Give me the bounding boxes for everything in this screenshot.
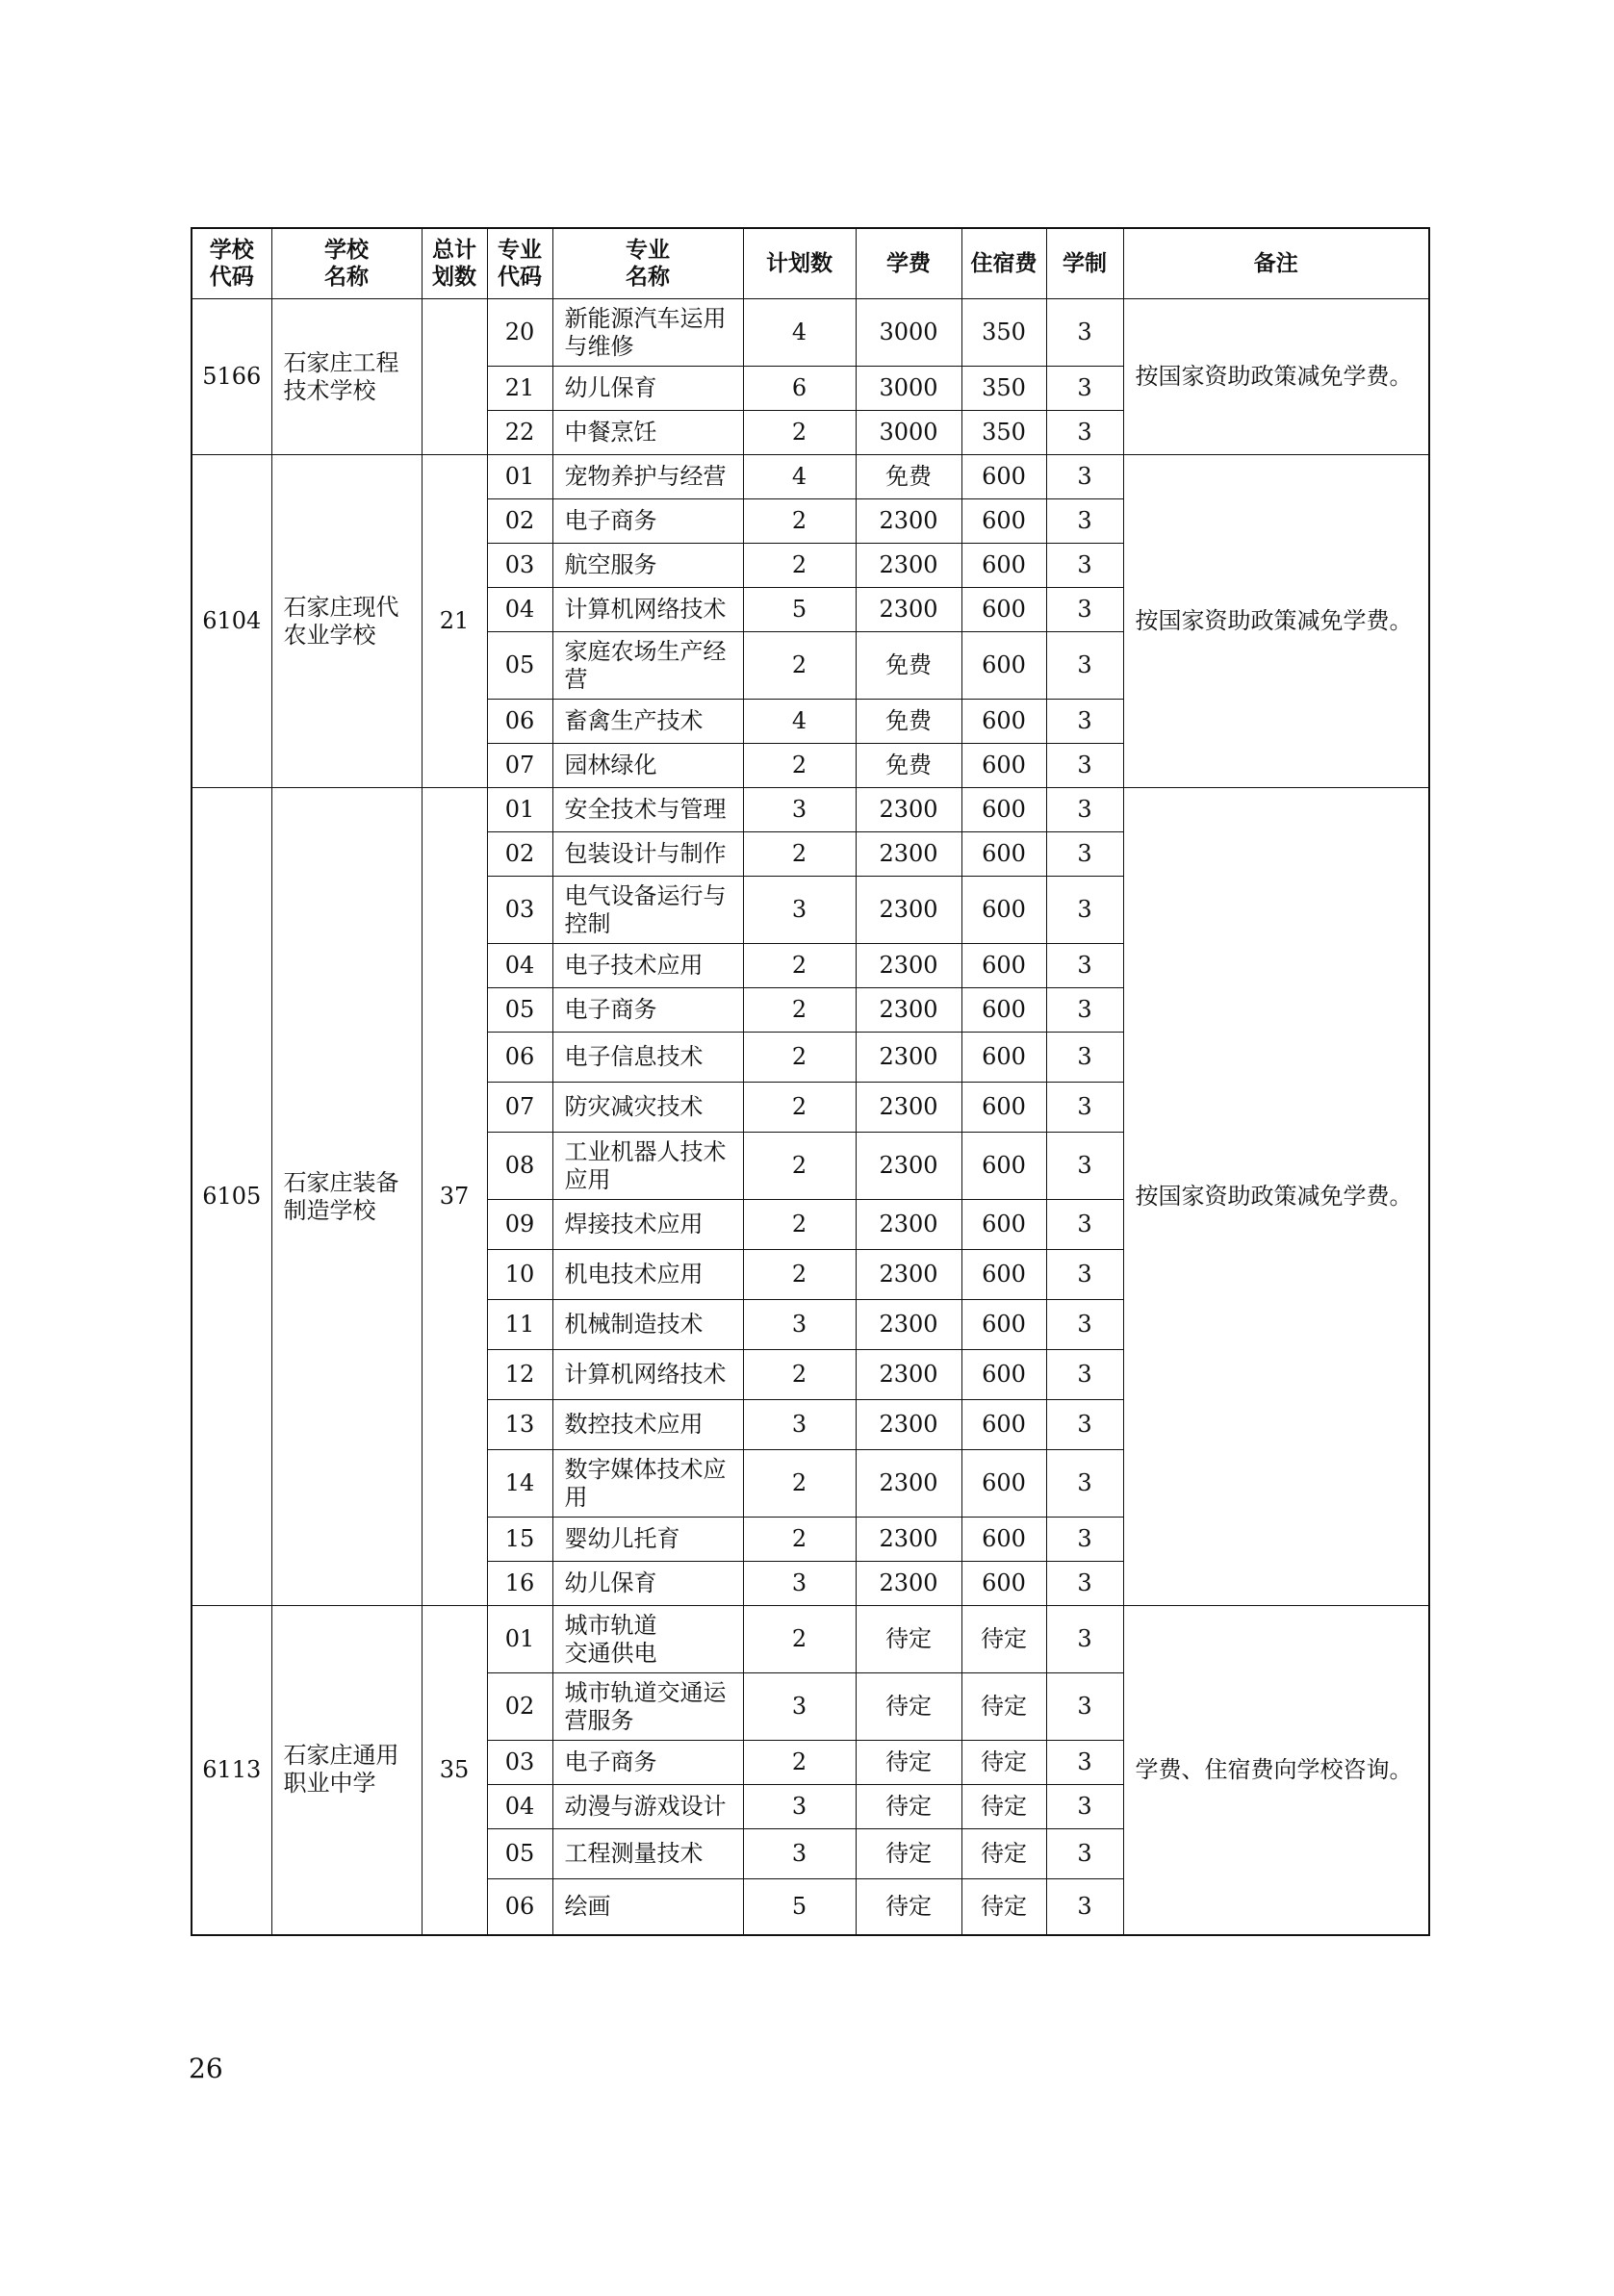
major-name-cell: 电子商务: [552, 988, 743, 1033]
school-total-cell: [422, 299, 487, 455]
lodging-cell: 600: [961, 1033, 1046, 1083]
school-name-cell: 石家庄通用职业中学: [271, 1606, 422, 1935]
duration-cell: 3: [1046, 1673, 1123, 1741]
major-name-cell: 城市轨道 交通供电: [552, 1606, 743, 1673]
tuition-cell: 3000: [856, 411, 961, 455]
duration-cell: 3: [1046, 455, 1123, 499]
major-code-cell: 22: [487, 411, 552, 455]
lodging-cell: 待定: [961, 1785, 1046, 1829]
duration-cell: 3: [1046, 1033, 1123, 1083]
plan-count-cell: 2: [743, 1741, 856, 1785]
header-major-code: 专业 代码: [487, 228, 552, 299]
tuition-cell: 2300: [856, 1400, 961, 1450]
lodging-cell: 600: [961, 499, 1046, 544]
major-name-cell: 工业机器人技术应用: [552, 1133, 743, 1200]
plan-count-cell: 3: [743, 1829, 856, 1879]
tuition-cell: 2300: [856, 1450, 961, 1518]
duration-cell: 3: [1046, 944, 1123, 988]
duration-cell: 3: [1046, 1562, 1123, 1606]
plan-count-cell: 6: [743, 367, 856, 411]
major-code-cell: 06: [487, 700, 552, 744]
duration-cell: 3: [1046, 1200, 1123, 1250]
tuition-cell: 2300: [856, 1083, 961, 1133]
tuition-cell: 2300: [856, 1200, 961, 1250]
lodging-cell: 600: [961, 1083, 1046, 1133]
major-code-cell: 03: [487, 1741, 552, 1785]
tuition-cell: 2300: [856, 944, 961, 988]
duration-cell: 3: [1046, 1450, 1123, 1518]
tuition-cell: 免费: [856, 455, 961, 499]
tuition-cell: 2300: [856, 832, 961, 877]
major-code-cell: 05: [487, 632, 552, 700]
lodging-cell: 350: [961, 411, 1046, 455]
major-name-cell: 动漫与游戏设计: [552, 1785, 743, 1829]
lodging-cell: 600: [961, 1133, 1046, 1200]
major-code-cell: 16: [487, 1562, 552, 1606]
lodging-cell: 600: [961, 877, 1046, 944]
school-code-cell: 5166: [192, 299, 271, 455]
major-name-cell: 婴幼儿托育: [552, 1518, 743, 1562]
lodging-cell: 600: [961, 788, 1046, 832]
tuition-cell: 待定: [856, 1606, 961, 1673]
major-name-cell: 电子信息技术: [552, 1033, 743, 1083]
table-row: [192, 788, 1429, 832]
major-name-cell: 安全技术与管理: [552, 788, 743, 832]
major-code-cell: 06: [487, 1879, 552, 1935]
major-name-cell: 数控技术应用: [552, 1400, 743, 1450]
duration-cell: 3: [1046, 1300, 1123, 1350]
plan-count-cell: 2: [743, 1606, 856, 1673]
duration-cell: 3: [1046, 299, 1123, 367]
lodging-cell: 600: [961, 455, 1046, 499]
plan-count-cell: 2: [743, 832, 856, 877]
header-school-name: 学校 名称: [271, 228, 422, 299]
major-code-cell: 07: [487, 1083, 552, 1133]
table-row: [192, 455, 1429, 499]
plan-count-cell: 5: [743, 1879, 856, 1935]
duration-cell: 3: [1046, 877, 1123, 944]
plan-count-cell: 4: [743, 455, 856, 499]
tuition-cell: 免费: [856, 744, 961, 788]
major-name-cell: 宠物养护与经营: [552, 455, 743, 499]
major-code-cell: 01: [487, 1606, 552, 1673]
lodging-cell: 待定: [961, 1606, 1046, 1673]
tuition-cell: 待定: [856, 1673, 961, 1741]
school-code-cell: 6104: [192, 455, 271, 788]
page-number: 26: [189, 2053, 223, 2084]
major-code-cell: 13: [487, 1400, 552, 1450]
major-name-cell: 新能源汽车运用与维修: [552, 299, 743, 367]
lodging-cell: 600: [961, 544, 1046, 588]
major-code-cell: 06: [487, 1033, 552, 1083]
major-code-cell: 20: [487, 299, 552, 367]
major-name-cell: 中餐烹饪: [552, 411, 743, 455]
tuition-cell: 免费: [856, 700, 961, 744]
duration-cell: 3: [1046, 588, 1123, 632]
remarks-cell: 按国家资助政策减免学费。: [1123, 299, 1429, 455]
table-row: [192, 1606, 1429, 1673]
plan-count-cell: 2: [743, 1133, 856, 1200]
major-name-cell: 电气设备运行与控制: [552, 877, 743, 944]
lodging-cell: 600: [961, 744, 1046, 788]
duration-cell: 3: [1046, 1518, 1123, 1562]
lodging-cell: 600: [961, 1350, 1046, 1400]
major-code-cell: 15: [487, 1518, 552, 1562]
lodging-cell: 待定: [961, 1829, 1046, 1879]
plan-count-cell: 2: [743, 1518, 856, 1562]
lodging-cell: 600: [961, 1300, 1046, 1350]
table-body: [192, 299, 1429, 1935]
remarks-cell: 学费、住宿费向学校咨询。: [1123, 1606, 1429, 1935]
plan-count-cell: 3: [743, 877, 856, 944]
plan-count-cell: 4: [743, 700, 856, 744]
lodging-cell: 600: [961, 700, 1046, 744]
school-total-cell: 37: [422, 788, 487, 1606]
tuition-cell: 2300: [856, 1350, 961, 1400]
plan-count-cell: 2: [743, 744, 856, 788]
school-name-cell: 石家庄现代农业学校: [271, 455, 422, 788]
tuition-cell: 2300: [856, 1250, 961, 1300]
major-name-cell: 工程测量技术: [552, 1829, 743, 1879]
lodging-cell: 待定: [961, 1673, 1046, 1741]
plan-count-cell: 2: [743, 1250, 856, 1300]
tuition-cell: 免费: [856, 632, 961, 700]
tuition-cell: 2300: [856, 877, 961, 944]
school-total-cell: 21: [422, 455, 487, 788]
major-code-cell: 02: [487, 1673, 552, 1741]
duration-cell: 3: [1046, 1606, 1123, 1673]
lodging-cell: 600: [961, 1518, 1046, 1562]
major-code-cell: 04: [487, 1785, 552, 1829]
header-lodging: 住宿费: [961, 228, 1046, 299]
lodging-cell: 350: [961, 299, 1046, 367]
lodging-cell: 600: [961, 1450, 1046, 1518]
major-code-cell: 05: [487, 988, 552, 1033]
school-code-cell: 6105: [192, 788, 271, 1606]
duration-cell: 3: [1046, 1133, 1123, 1200]
major-name-cell: 航空服务: [552, 544, 743, 588]
header-row: [192, 228, 1429, 299]
major-code-cell: 05: [487, 1829, 552, 1879]
tuition-cell: 2300: [856, 588, 961, 632]
lodging-cell: 600: [961, 632, 1046, 700]
duration-cell: 3: [1046, 1785, 1123, 1829]
plan-count-cell: 3: [743, 1400, 856, 1450]
table-row: [192, 299, 1429, 367]
major-code-cell: 02: [487, 499, 552, 544]
duration-cell: 3: [1046, 832, 1123, 877]
major-name-cell: 计算机网络技术: [552, 588, 743, 632]
enrollment-plan-table: [191, 227, 1430, 1936]
lodging-cell: 600: [961, 832, 1046, 877]
duration-cell: 3: [1046, 1083, 1123, 1133]
major-code-cell: 09: [487, 1200, 552, 1250]
plan-count-cell: 2: [743, 1033, 856, 1083]
tuition-cell: 2300: [856, 1300, 961, 1350]
major-code-cell: 07: [487, 744, 552, 788]
plan-count-cell: 3: [743, 1300, 856, 1350]
plan-count-cell: 3: [743, 788, 856, 832]
major-code-cell: 10: [487, 1250, 552, 1300]
tuition-cell: 2300: [856, 788, 961, 832]
tuition-cell: 3000: [856, 367, 961, 411]
major-name-cell: 机械制造技术: [552, 1300, 743, 1350]
school-code-cell: 6113: [192, 1606, 271, 1935]
header-major-name: 专业 名称: [552, 228, 743, 299]
major-name-cell: 园林绿化: [552, 744, 743, 788]
duration-cell: 3: [1046, 1741, 1123, 1785]
remarks-cell: 按国家资助政策减免学费。: [1123, 455, 1429, 788]
plan-count-cell: 2: [743, 1083, 856, 1133]
lodging-cell: 待定: [961, 1741, 1046, 1785]
major-name-cell: 幼儿保育: [552, 367, 743, 411]
major-name-cell: 绘画: [552, 1879, 743, 1935]
plan-count-cell: 3: [743, 1562, 856, 1606]
header-tuition: 学费: [856, 228, 961, 299]
major-code-cell: 01: [487, 455, 552, 499]
major-name-cell: 计算机网络技术: [552, 1350, 743, 1400]
plan-count-cell: 2: [743, 1200, 856, 1250]
tuition-cell: 待定: [856, 1785, 961, 1829]
tuition-cell: 待定: [856, 1829, 961, 1879]
major-code-cell: 08: [487, 1133, 552, 1200]
plan-count-cell: 2: [743, 544, 856, 588]
lodging-cell: 600: [961, 588, 1046, 632]
major-name-cell: 包装设计与制作: [552, 832, 743, 877]
duration-cell: 3: [1046, 1879, 1123, 1935]
tuition-cell: 2300: [856, 988, 961, 1033]
major-code-cell: 14: [487, 1450, 552, 1518]
tuition-cell: 2300: [856, 1518, 961, 1562]
header-school-code: 学校 代码: [192, 228, 271, 299]
duration-cell: 3: [1046, 988, 1123, 1033]
duration-cell: 3: [1046, 744, 1123, 788]
lodging-cell: 600: [961, 988, 1046, 1033]
plan-count-cell: 2: [743, 988, 856, 1033]
plan-count-cell: 2: [743, 1350, 856, 1400]
lodging-cell: 待定: [961, 1879, 1046, 1935]
lodging-cell: 600: [961, 1400, 1046, 1450]
header-plan-count: 计划数: [743, 228, 856, 299]
tuition-cell: 2300: [856, 544, 961, 588]
major-name-cell: 城市轨道交通运营服务: [552, 1673, 743, 1741]
major-name-cell: 幼儿保育: [552, 1562, 743, 1606]
duration-cell: 3: [1046, 499, 1123, 544]
plan-count-cell: 2: [743, 632, 856, 700]
tuition-cell: 2300: [856, 499, 961, 544]
tuition-cell: 3000: [856, 299, 961, 367]
plan-count-cell: 2: [743, 499, 856, 544]
major-code-cell: 04: [487, 944, 552, 988]
duration-cell: 3: [1046, 1829, 1123, 1879]
plan-count-cell: 5: [743, 588, 856, 632]
major-code-cell: 02: [487, 832, 552, 877]
school-name-cell: 石家庄工程技术学校: [271, 299, 422, 455]
major-code-cell: 01: [487, 788, 552, 832]
lodging-cell: 600: [961, 944, 1046, 988]
plan-count-cell: 4: [743, 299, 856, 367]
major-code-cell: 21: [487, 367, 552, 411]
major-code-cell: 03: [487, 877, 552, 944]
duration-cell: 3: [1046, 700, 1123, 744]
plan-count-cell: 2: [743, 1450, 856, 1518]
major-name-cell: 家庭农场生产经营: [552, 632, 743, 700]
major-code-cell: 04: [487, 588, 552, 632]
plan-count-cell: 3: [743, 1785, 856, 1829]
plan-count-cell: 2: [743, 411, 856, 455]
remarks-cell: 按国家资助政策减免学费。: [1123, 788, 1429, 1606]
major-name-cell: 电子技术应用: [552, 944, 743, 988]
major-name-cell: 电子商务: [552, 499, 743, 544]
duration-cell: 3: [1046, 788, 1123, 832]
plan-count-cell: 3: [743, 1673, 856, 1741]
duration-cell: 3: [1046, 544, 1123, 588]
school-name-cell: 石家庄装备制造学校: [271, 788, 422, 1606]
tuition-cell: 2300: [856, 1133, 961, 1200]
major-name-cell: 防灾减灾技术: [552, 1083, 743, 1133]
plan-count-cell: 2: [743, 944, 856, 988]
major-code-cell: 03: [487, 544, 552, 588]
lodging-cell: 600: [961, 1562, 1046, 1606]
major-name-cell: 电子商务: [552, 1741, 743, 1785]
duration-cell: 3: [1046, 1250, 1123, 1300]
major-name-cell: 畜禽生产技术: [552, 700, 743, 744]
duration-cell: 3: [1046, 367, 1123, 411]
lodging-cell: 600: [961, 1200, 1046, 1250]
duration-cell: 3: [1046, 411, 1123, 455]
major-code-cell: 11: [487, 1300, 552, 1350]
major-name-cell: 机电技术应用: [552, 1250, 743, 1300]
school-total-cell: 35: [422, 1606, 487, 1935]
tuition-cell: 2300: [856, 1033, 961, 1083]
tuition-cell: 待定: [856, 1879, 961, 1935]
header-remarks: 备注: [1123, 228, 1429, 299]
duration-cell: 3: [1046, 1350, 1123, 1400]
duration-cell: 3: [1046, 632, 1123, 700]
tuition-cell: 待定: [856, 1741, 961, 1785]
major-code-cell: 12: [487, 1350, 552, 1400]
major-name-cell: 焊接技术应用: [552, 1200, 743, 1250]
header-duration: 学制: [1046, 228, 1123, 299]
duration-cell: 3: [1046, 1400, 1123, 1450]
header-total-plan: 总计 划数: [422, 228, 487, 299]
tuition-cell: 2300: [856, 1562, 961, 1606]
major-name-cell: 数字媒体技术应用: [552, 1450, 743, 1518]
lodging-cell: 600: [961, 1250, 1046, 1300]
lodging-cell: 350: [961, 367, 1046, 411]
